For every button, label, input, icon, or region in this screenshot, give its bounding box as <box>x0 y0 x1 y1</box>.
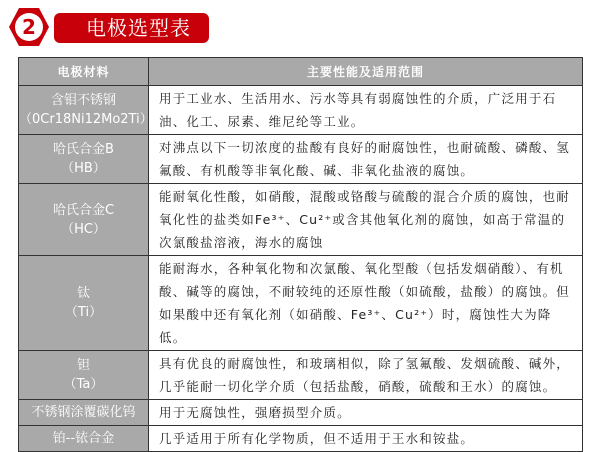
description-cell: 对沸点以下一切浓度的盐酸有良好的耐腐蚀性，也耐硫酸、磷酸、氢氟酸、有机酸等非氧化酸、碱、非氧化盐液的腐蚀。 <box>149 135 583 184</box>
table-row <box>19 86 583 135</box>
material-cell: 铂--铱合金 <box>19 426 149 452</box>
description-cell: 能耐海水，各种氧化物和次氯酸、氧化型酸（包括发烟硝酸）、有机酸、碱等的腐蚀，不耐较纯的还原性酸（如硫酸，盐酸）的腐蚀。但如果酸中还有氧化剂（如硝酸、Fe³⁺、Cu²⁺）时，腐蚀性大为降低。 <box>149 256 583 351</box>
material-cell: 钛 （Ti） <box>19 256 149 351</box>
description-cell: 几乎适用于所有化学物质，但不适用于王水和铵盐。 <box>149 426 583 452</box>
table-row <box>19 256 583 351</box>
material-cell: 不锈钢涂覆碳化钨 <box>19 400 149 426</box>
material-cell: 哈氏合金C （HC） <box>19 184 149 256</box>
description-cell: 具有优良的耐腐蚀性，和玻璃相似，除了氢氟酸、发烟硫酸、碱外，几乎能耐一切化学介质（包括盐酸，硝酸，硫酸和王水）的腐蚀。 <box>149 351 583 400</box>
material-cell: 哈氏合金B （HB） <box>19 135 149 184</box>
electrode-selection-table <box>18 57 583 452</box>
description-cell: 用于工业水、生活用水、污水等具有弱腐蚀性的介质，广泛用于石油、化工、尿素、维尼纶等工业。 <box>149 86 583 135</box>
column-header-description: 主要性能及适用范围 <box>149 58 583 86</box>
step-number: 2 <box>22 15 36 39</box>
table-row <box>19 351 583 400</box>
material-cell: 钽 （Ta） <box>19 351 149 400</box>
table-header-row <box>19 58 583 86</box>
description-cell: 能耐氧化性酸，如硝酸，混酸或铬酸与硫酸的混合介质的腐蚀，也耐氧化性的盐类如Fe³⁺、Cu²⁺或含其他氧化剂的腐蚀，如高于常温的次氯酸盐溶液，海水的腐蚀 <box>149 184 583 256</box>
material-cell: 含钼不锈钢 （0Cr18Ni12Mo2Ti） <box>19 86 149 135</box>
table-row <box>19 426 583 452</box>
table-row <box>19 184 583 256</box>
column-header-material: 电极材料 <box>19 58 149 86</box>
description-cell: 用于无腐蚀性，强磨损型介质。 <box>149 400 583 426</box>
step-number-badge <box>8 6 50 48</box>
table-row <box>19 400 583 426</box>
table-row <box>19 135 583 184</box>
page-title: 电极选型表 <box>54 13 209 43</box>
